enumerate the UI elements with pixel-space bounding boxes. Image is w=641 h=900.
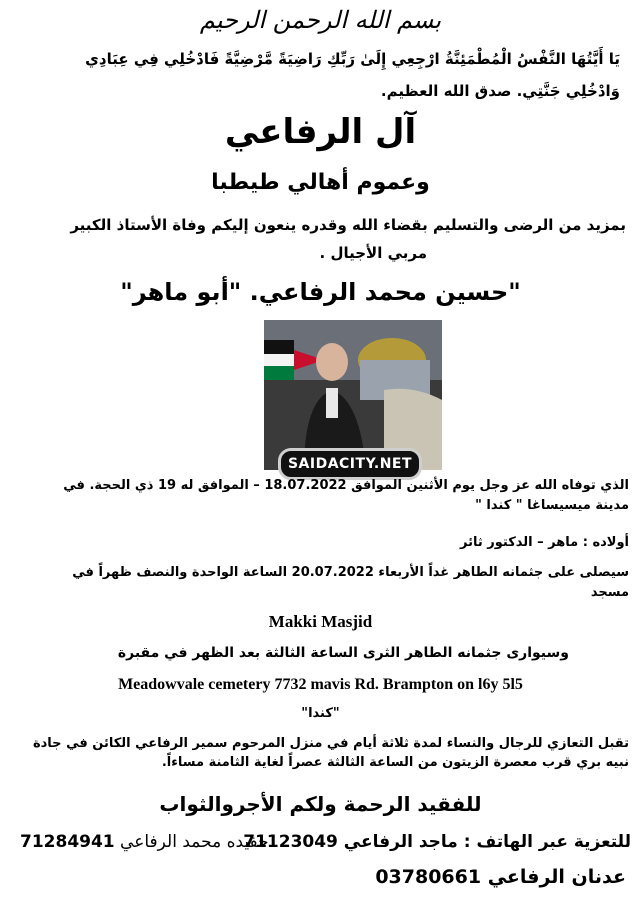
children-line: أولاده : ماهر – الدكتور ثائر xyxy=(460,535,629,550)
mosque-name: Makki Masjid xyxy=(268,612,373,631)
condolence-line1: تقبل التعازي للرجال والنساء لمدة ثلاثة أيام في منزل المرحوم سمير الرفاعي الكائن في جادة xyxy=(32,736,629,751)
death-date-line1: الذي توفاه الله عز وجل يوم الأثنين الموافق 18.07.2022 – الموافق له 19 ذي الحجة. في xyxy=(63,478,629,493)
grandson-number: 71284941 xyxy=(20,832,115,852)
adnan-contact: عدنان الرفاعي 03780661 xyxy=(375,866,626,888)
country-label: "كندا" xyxy=(301,706,340,721)
condolence-line2: نبيه بري قرب معصرة الزيتون من الساعة الثالثة عصراً لغاية الثامنة مساءاً. xyxy=(161,755,629,770)
quran-verse-line2 xyxy=(60,82,620,100)
phone-condolence-majed: للتعزية عبر الهاتف : ماجد الرفاعي 71123049 xyxy=(243,832,631,852)
burial-line: وسيوارى جثمانه الطاهر الثرى الساعة الثالثة بعد الظهر في مقبرة xyxy=(117,645,569,661)
prayer-line1: سيصلى على جثمانه الطاهر غداً الأربعاء 20.07.2022 الساعة الواحدة والنصف ظهراً في xyxy=(72,565,629,580)
announcement-line2: مربي الأجيال . xyxy=(319,244,427,262)
quran-verse-line1 xyxy=(60,50,620,68)
villagers-line: وعموم أهالي طيطبا xyxy=(211,170,430,195)
basmala: بسم الله الرحمن الرحيم xyxy=(199,6,442,34)
quran-verse-text2: وَادْخُلِي جَنَّتِي. صدق الله العظيم. xyxy=(380,82,620,100)
family-title: آل الرفاعي xyxy=(224,112,417,152)
quran-verse-text1: يَا أَيَّتُهَا النَّفْسُ الْمُطْمَئِنَّةُ ارْجِعِي إِلَىٰ رَبِّكِ رَاضِيَةً مَّرْضِيَّةً فَادْخُلِي فِي عِبَادِي xyxy=(85,50,620,68)
closing-line: للفقيد الرحمة ولكم الأجروالثواب xyxy=(159,792,482,816)
deceased-name: "حسين محمد الرفاعي. "أبو ماهر" xyxy=(120,278,521,306)
death-date-line2: مدينة ميسيساغا " كندا " xyxy=(475,498,629,513)
grandson-label: حفيده محمد الرفاعي xyxy=(120,832,269,852)
saidacity-watermark: SAIDACITY.NET xyxy=(278,448,422,480)
announcement-line1: بمزيد من الرضى والتسليم بقضاء الله وقدره ينعون إليكم وفاة الأستاذ الكبير xyxy=(70,216,626,234)
grandson-contact xyxy=(20,832,269,852)
prayer-line2: مسجد xyxy=(590,585,629,600)
cemetery-address: Meadowvale cemetery 7732 mavis Rd. Brampton on l6y 5l5 xyxy=(118,676,523,693)
